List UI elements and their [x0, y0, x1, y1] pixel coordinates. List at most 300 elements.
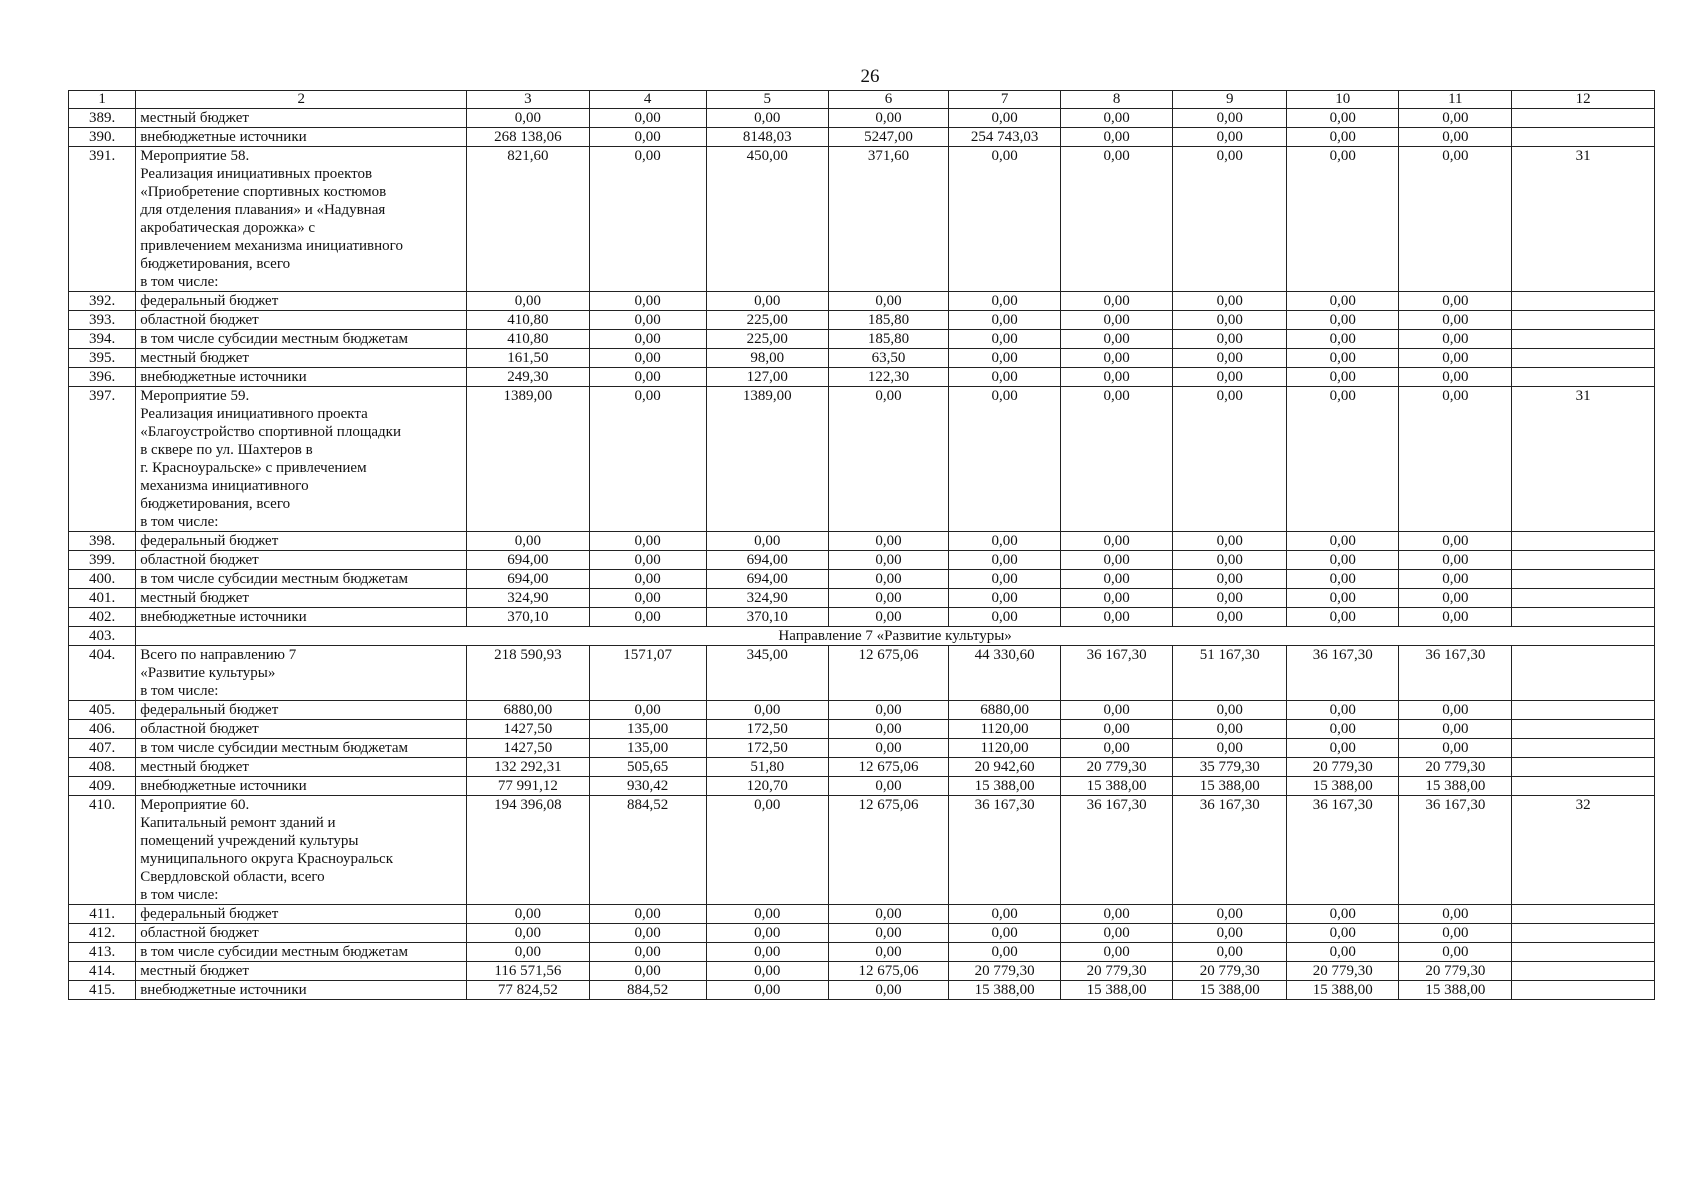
- value-cell-col-9: 36 167,30: [1173, 796, 1287, 905]
- value-cell-col-8: 36 167,30: [1061, 796, 1173, 905]
- row-number: 411.: [69, 905, 136, 924]
- value-cell-col-7: 0,00: [949, 311, 1061, 330]
- reference-cell: [1512, 349, 1655, 368]
- row-name: [136, 943, 467, 962]
- row-name: [136, 368, 467, 387]
- row-number: 414.: [69, 962, 136, 981]
- value-cell-col-9: 0,00: [1173, 128, 1287, 147]
- value-cell-col-4: 0,00: [589, 924, 706, 943]
- value-cell-col-4: 0,00: [589, 943, 706, 962]
- value-cell-col-4: 0,00: [589, 387, 706, 532]
- row-name-line: внебюджетные источники: [140, 369, 307, 385]
- row-name-line: внебюджетные источники: [140, 982, 307, 998]
- value-cell-col-4: 0,00: [589, 311, 706, 330]
- value-cell-col-3: 694,00: [467, 551, 589, 570]
- value-cell-col-10: 0,00: [1287, 739, 1399, 758]
- value-cell-col-3: 249,30: [467, 368, 589, 387]
- value-cell-col-8: 0,00: [1061, 608, 1173, 627]
- value-cell-col-5: 225,00: [706, 330, 828, 349]
- row-number: 410.: [69, 796, 136, 905]
- row-name: [136, 387, 467, 532]
- table-row: [69, 109, 1655, 128]
- table-row: [69, 905, 1655, 924]
- value-cell-col-8: 0,00: [1061, 739, 1173, 758]
- value-cell-col-10: 0,00: [1287, 551, 1399, 570]
- value-cell-col-5: 120,70: [706, 777, 828, 796]
- table-row: [69, 387, 1655, 532]
- value-cell-col-4: 0,00: [589, 905, 706, 924]
- value-cell-col-5: 370,10: [706, 608, 828, 627]
- value-cell-col-11: 20 779,30: [1399, 758, 1512, 777]
- reference-cell: 31: [1512, 387, 1655, 532]
- row-name-line: в том числе субсидии местным бюджетам: [140, 740, 409, 756]
- reference-cell: [1512, 905, 1655, 924]
- table-row: [69, 608, 1655, 627]
- value-cell-col-7: 0,00: [949, 532, 1061, 551]
- value-cell-col-10: 0,00: [1287, 924, 1399, 943]
- row-number: 393.: [69, 311, 136, 330]
- value-cell-col-4: 1571,07: [589, 646, 706, 701]
- value-cell-col-4: 884,52: [589, 981, 706, 1000]
- value-cell-col-4: 0,00: [589, 147, 706, 292]
- row-number: 415.: [69, 981, 136, 1000]
- value-cell-col-5: 0,00: [706, 905, 828, 924]
- table-row: [69, 368, 1655, 387]
- value-cell-col-4: 0,00: [589, 368, 706, 387]
- row-number: 392.: [69, 292, 136, 311]
- row-name-line: местный бюджет: [140, 350, 249, 366]
- row-name-line: «Приобретение спортивных костюмов: [140, 184, 387, 200]
- reference-cell: [1512, 646, 1655, 701]
- row-number: 409.: [69, 777, 136, 796]
- value-cell-col-10: 0,00: [1287, 128, 1399, 147]
- value-cell-col-8: 0,00: [1061, 128, 1173, 147]
- row-name: [136, 924, 467, 943]
- value-cell-col-3: 116 571,56: [467, 962, 589, 981]
- column-header: 7: [949, 91, 1061, 109]
- value-cell-col-6: 0,00: [828, 532, 948, 551]
- value-cell-col-6: 0,00: [828, 739, 948, 758]
- row-name: [136, 905, 467, 924]
- value-cell-col-4: 0,00: [589, 109, 706, 128]
- row-name-line: Свердловской области, всего: [140, 869, 325, 885]
- row-name-line: в том числе:: [140, 514, 219, 530]
- row-number: 412.: [69, 924, 136, 943]
- value-cell-col-8: 0,00: [1061, 330, 1173, 349]
- column-header: 1: [69, 91, 136, 109]
- value-cell-col-8: 0,00: [1061, 387, 1173, 532]
- value-cell-col-10: 0,00: [1287, 608, 1399, 627]
- value-cell-col-11: 0,00: [1399, 147, 1512, 292]
- value-cell-col-3: 194 396,08: [467, 796, 589, 905]
- value-cell-col-5: 172,50: [706, 739, 828, 758]
- row-name-line: федеральный бюджет: [140, 906, 279, 922]
- column-header: 2: [136, 91, 467, 109]
- value-cell-col-3: 1389,00: [467, 387, 589, 532]
- value-cell-col-3: 6880,00: [467, 701, 589, 720]
- value-cell-col-10: 0,00: [1287, 109, 1399, 128]
- header-row: [69, 91, 1655, 109]
- row-name-line: в том числе:: [140, 274, 219, 290]
- value-cell-col-3: 410,80: [467, 330, 589, 349]
- reference-cell: [1512, 128, 1655, 147]
- value-cell-col-6: 0,00: [828, 943, 948, 962]
- section-title: Направление 7 «Развитие культуры»: [136, 627, 1655, 646]
- value-cell-col-11: 36 167,30: [1399, 646, 1512, 701]
- row-name: [136, 589, 467, 608]
- row-name-line: внебюджетные источники: [140, 609, 307, 625]
- table-row: [69, 701, 1655, 720]
- value-cell-col-10: 15 388,00: [1287, 777, 1399, 796]
- value-cell-col-4: 0,00: [589, 330, 706, 349]
- row-name-line: г. Красноуральске» с привлечением: [140, 460, 367, 476]
- value-cell-col-7: 0,00: [949, 109, 1061, 128]
- value-cell-col-5: 0,00: [706, 532, 828, 551]
- value-cell-col-11: 0,00: [1399, 532, 1512, 551]
- table-row: [69, 981, 1655, 1000]
- row-name-line: федеральный бюджет: [140, 533, 279, 549]
- table-row: [69, 924, 1655, 943]
- value-cell-col-3: 132 292,31: [467, 758, 589, 777]
- row-name-line: для отделения плавания» и «Надувная: [140, 202, 386, 218]
- value-cell-col-8: 0,00: [1061, 532, 1173, 551]
- reference-cell: [1512, 608, 1655, 627]
- row-number: 395.: [69, 349, 136, 368]
- value-cell-col-7: 0,00: [949, 608, 1061, 627]
- row-number: 400.: [69, 570, 136, 589]
- value-cell-col-11: 0,00: [1399, 349, 1512, 368]
- value-cell-col-5: 127,00: [706, 368, 828, 387]
- value-cell-col-10: 0,00: [1287, 570, 1399, 589]
- value-cell-col-9: 0,00: [1173, 943, 1287, 962]
- table-row: [69, 311, 1655, 330]
- table-row: [69, 128, 1655, 147]
- value-cell-col-8: 0,00: [1061, 589, 1173, 608]
- value-cell-col-6: 0,00: [828, 570, 948, 589]
- value-cell-col-4: 0,00: [589, 962, 706, 981]
- row-name-line: областной бюджет: [140, 925, 259, 941]
- column-header: 8: [1061, 91, 1173, 109]
- value-cell-col-9: 0,00: [1173, 570, 1287, 589]
- value-cell-col-7: 15 388,00: [949, 777, 1061, 796]
- row-name-line: местный бюджет: [140, 110, 249, 126]
- reference-cell: [1512, 758, 1655, 777]
- column-header: 9: [1173, 91, 1287, 109]
- value-cell-col-9: 0,00: [1173, 551, 1287, 570]
- reference-cell: [1512, 739, 1655, 758]
- value-cell-col-8: 0,00: [1061, 147, 1173, 292]
- value-cell-col-8: 0,00: [1061, 720, 1173, 739]
- value-cell-col-5: 0,00: [706, 701, 828, 720]
- value-cell-col-7: 0,00: [949, 551, 1061, 570]
- row-number: 401.: [69, 589, 136, 608]
- value-cell-col-6: 0,00: [828, 292, 948, 311]
- row-name-line: внебюджетные источники: [140, 129, 307, 145]
- page-number: 26: [860, 66, 880, 87]
- reference-cell: [1512, 589, 1655, 608]
- value-cell-col-10: 0,00: [1287, 349, 1399, 368]
- reference-cell: [1512, 943, 1655, 962]
- value-cell-col-4: 0,00: [589, 349, 706, 368]
- value-cell-col-7: 0,00: [949, 349, 1061, 368]
- value-cell-col-9: 0,00: [1173, 311, 1287, 330]
- value-cell-col-8: 15 388,00: [1061, 777, 1173, 796]
- value-cell-col-6: 0,00: [828, 777, 948, 796]
- value-cell-col-6: 371,60: [828, 147, 948, 292]
- value-cell-col-4: 0,00: [589, 292, 706, 311]
- value-cell-col-11: 0,00: [1399, 368, 1512, 387]
- value-cell-col-5: 172,50: [706, 720, 828, 739]
- value-cell-col-6: 0,00: [828, 905, 948, 924]
- value-cell-col-10: 0,00: [1287, 292, 1399, 311]
- value-cell-col-11: 0,00: [1399, 589, 1512, 608]
- value-cell-col-10: 0,00: [1287, 368, 1399, 387]
- row-name-line: бюджетирования, всего: [140, 256, 291, 272]
- value-cell-col-9: 0,00: [1173, 147, 1287, 292]
- value-cell-col-8: 15 388,00: [1061, 981, 1173, 1000]
- value-cell-col-10: 0,00: [1287, 387, 1399, 532]
- value-cell-col-5: 51,80: [706, 758, 828, 777]
- value-cell-col-11: 0,00: [1399, 739, 1512, 758]
- value-cell-col-4: 0,00: [589, 589, 706, 608]
- value-cell-col-8: 0,00: [1061, 292, 1173, 311]
- row-number: 397.: [69, 387, 136, 532]
- reference-cell: [1512, 532, 1655, 551]
- value-cell-col-5: 0,00: [706, 981, 828, 1000]
- value-cell-col-11: 0,00: [1399, 720, 1512, 739]
- row-name-line: федеральный бюджет: [140, 293, 279, 309]
- value-cell-col-11: 0,00: [1399, 608, 1512, 627]
- reference-cell: [1512, 109, 1655, 128]
- value-cell-col-7: 0,00: [949, 905, 1061, 924]
- value-cell-col-10: 0,00: [1287, 720, 1399, 739]
- value-cell-col-8: 0,00: [1061, 905, 1173, 924]
- value-cell-col-6: 5247,00: [828, 128, 948, 147]
- value-cell-col-5: 98,00: [706, 349, 828, 368]
- value-cell-col-5: 0,00: [706, 943, 828, 962]
- column-header: 11: [1399, 91, 1512, 109]
- row-number: 405.: [69, 701, 136, 720]
- row-name: [136, 796, 467, 905]
- row-name: [136, 646, 467, 701]
- row-name: [136, 311, 467, 330]
- value-cell-col-7: 0,00: [949, 943, 1061, 962]
- value-cell-col-7: 0,00: [949, 147, 1061, 292]
- value-cell-col-11: 0,00: [1399, 905, 1512, 924]
- value-cell-col-8: 0,00: [1061, 551, 1173, 570]
- table-row: [69, 627, 1655, 646]
- value-cell-col-6: 12 675,06: [828, 796, 948, 905]
- row-name: [136, 608, 467, 627]
- row-name: [136, 349, 467, 368]
- row-name: [136, 570, 467, 589]
- column-header: 12: [1512, 91, 1655, 109]
- value-cell-col-10: 0,00: [1287, 943, 1399, 962]
- value-cell-col-4: 0,00: [589, 532, 706, 551]
- row-name: [136, 532, 467, 551]
- value-cell-col-10: 0,00: [1287, 589, 1399, 608]
- value-cell-col-9: 0,00: [1173, 701, 1287, 720]
- value-cell-col-6: 0,00: [828, 551, 948, 570]
- row-name-line: областной бюджет: [140, 552, 259, 568]
- value-cell-col-9: 0,00: [1173, 739, 1287, 758]
- value-cell-col-5: 324,90: [706, 589, 828, 608]
- reference-cell: [1512, 311, 1655, 330]
- value-cell-col-9: 0,00: [1173, 387, 1287, 532]
- table-body: [69, 109, 1655, 1000]
- value-cell-col-11: 0,00: [1399, 128, 1512, 147]
- value-cell-col-9: 0,00: [1173, 608, 1287, 627]
- value-cell-col-4: 0,00: [589, 570, 706, 589]
- value-cell-col-10: 20 779,30: [1287, 758, 1399, 777]
- row-name-line: бюджетирования, всего: [140, 496, 291, 512]
- value-cell-col-7: 20 942,60: [949, 758, 1061, 777]
- row-name: [136, 330, 467, 349]
- row-name-line: механизма инициативного: [140, 478, 309, 494]
- value-cell-col-5: 8148,03: [706, 128, 828, 147]
- value-cell-col-7: 20 779,30: [949, 962, 1061, 981]
- value-cell-col-8: 0,00: [1061, 109, 1173, 128]
- row-name-line: привлечением механизма инициативного: [140, 238, 403, 254]
- value-cell-col-7: 1120,00: [949, 739, 1061, 758]
- value-cell-col-10: 0,00: [1287, 147, 1399, 292]
- row-number: 403.: [69, 627, 136, 646]
- table-row: [69, 739, 1655, 758]
- value-cell-col-8: 0,00: [1061, 349, 1173, 368]
- reference-cell: [1512, 720, 1655, 739]
- value-cell-col-9: 0,00: [1173, 109, 1287, 128]
- row-name-line: Реализация инициативных проектов: [140, 166, 373, 182]
- value-cell-col-5: 0,00: [706, 962, 828, 981]
- table-row: [69, 758, 1655, 777]
- row-name: [136, 292, 467, 311]
- table-row: [69, 570, 1655, 589]
- row-name: [136, 701, 467, 720]
- value-cell-col-10: 0,00: [1287, 330, 1399, 349]
- value-cell-col-3: 0,00: [467, 292, 589, 311]
- value-cell-col-3: 0,00: [467, 943, 589, 962]
- column-header: 5: [706, 91, 828, 109]
- value-cell-col-9: 0,00: [1173, 330, 1287, 349]
- table-row: [69, 349, 1655, 368]
- value-cell-col-9: 0,00: [1173, 924, 1287, 943]
- row-name-line: в том числе:: [140, 683, 219, 699]
- value-cell-col-9: 0,00: [1173, 589, 1287, 608]
- column-header: 10: [1287, 91, 1399, 109]
- reference-cell: [1512, 570, 1655, 589]
- row-name-line: местный бюджет: [140, 963, 249, 979]
- row-number: 389.: [69, 109, 136, 128]
- reference-cell: [1512, 962, 1655, 981]
- value-cell-col-5: 345,00: [706, 646, 828, 701]
- value-cell-col-3: 77 991,12: [467, 777, 589, 796]
- value-cell-col-6: 185,80: [828, 330, 948, 349]
- row-name: [136, 720, 467, 739]
- value-cell-col-6: 12 675,06: [828, 962, 948, 981]
- row-name: [136, 758, 467, 777]
- value-cell-col-8: 36 167,30: [1061, 646, 1173, 701]
- row-name-line: Реализация инициативного проекта: [140, 406, 368, 422]
- value-cell-col-8: 0,00: [1061, 924, 1173, 943]
- row-name-line: Мероприятие 58.: [140, 148, 250, 164]
- value-cell-col-11: 0,00: [1399, 109, 1512, 128]
- row-name-line: Мероприятие 59.: [140, 388, 250, 404]
- row-name-line: акробатическая дорожка» с: [140, 220, 315, 236]
- table-row: [69, 551, 1655, 570]
- table-row: [69, 147, 1655, 292]
- value-cell-col-6: 12 675,06: [828, 646, 948, 701]
- row-name-line: Всего по направлению 7: [140, 647, 297, 663]
- value-cell-col-8: 0,00: [1061, 570, 1173, 589]
- value-cell-col-5: 0,00: [706, 292, 828, 311]
- value-cell-col-10: 20 779,30: [1287, 962, 1399, 981]
- value-cell-col-4: 0,00: [589, 608, 706, 627]
- value-cell-col-5: 450,00: [706, 147, 828, 292]
- value-cell-col-3: 324,90: [467, 589, 589, 608]
- row-name-line: в том числе:: [140, 887, 219, 903]
- value-cell-col-11: 0,00: [1399, 943, 1512, 962]
- value-cell-col-7: 1120,00: [949, 720, 1061, 739]
- table-row: [69, 589, 1655, 608]
- value-cell-col-9: 35 779,30: [1173, 758, 1287, 777]
- row-name: [136, 147, 467, 292]
- value-cell-col-9: 0,00: [1173, 532, 1287, 551]
- value-cell-col-6: 12 675,06: [828, 758, 948, 777]
- row-name: [136, 962, 467, 981]
- row-number: 408.: [69, 758, 136, 777]
- row-number: 404.: [69, 646, 136, 701]
- value-cell-col-10: 0,00: [1287, 532, 1399, 551]
- value-cell-col-7: 0,00: [949, 292, 1061, 311]
- value-cell-col-3: 410,80: [467, 311, 589, 330]
- value-cell-col-11: 36 167,30: [1399, 796, 1512, 905]
- reference-cell: 31: [1512, 147, 1655, 292]
- value-cell-col-11: 0,00: [1399, 701, 1512, 720]
- reference-cell: [1512, 924, 1655, 943]
- value-cell-col-7: 36 167,30: [949, 796, 1061, 905]
- table-row: [69, 646, 1655, 701]
- table-row: [69, 777, 1655, 796]
- row-name-line: в том числе субсидии местным бюджетам: [140, 331, 409, 347]
- row-number: 399.: [69, 551, 136, 570]
- row-name-line: местный бюджет: [140, 759, 249, 775]
- value-cell-col-6: 63,50: [828, 349, 948, 368]
- value-cell-col-9: 15 388,00: [1173, 777, 1287, 796]
- value-cell-col-3: 161,50: [467, 349, 589, 368]
- row-name: [136, 777, 467, 796]
- reference-cell: [1512, 330, 1655, 349]
- value-cell-col-3: 694,00: [467, 570, 589, 589]
- value-cell-col-11: 0,00: [1399, 292, 1512, 311]
- row-name-line: в сквере по ул. Шахтеров в: [140, 442, 313, 458]
- value-cell-col-11: 0,00: [1399, 330, 1512, 349]
- value-cell-col-10: 15 388,00: [1287, 981, 1399, 1000]
- value-cell-col-8: 0,00: [1061, 943, 1173, 962]
- value-cell-col-5: 694,00: [706, 570, 828, 589]
- row-number: 390.: [69, 128, 136, 147]
- row-name: [136, 128, 467, 147]
- row-name-line: в том числе субсидии местным бюджетам: [140, 571, 409, 587]
- value-cell-col-6: 0,00: [828, 924, 948, 943]
- row-name-line: Капитальный ремонт зданий и: [140, 815, 336, 831]
- value-cell-col-11: 20 779,30: [1399, 962, 1512, 981]
- reference-cell: [1512, 981, 1655, 1000]
- value-cell-col-7: 0,00: [949, 368, 1061, 387]
- value-cell-col-11: 0,00: [1399, 311, 1512, 330]
- row-name-line: местный бюджет: [140, 590, 249, 606]
- value-cell-col-11: 0,00: [1399, 570, 1512, 589]
- value-cell-col-3: 1427,50: [467, 720, 589, 739]
